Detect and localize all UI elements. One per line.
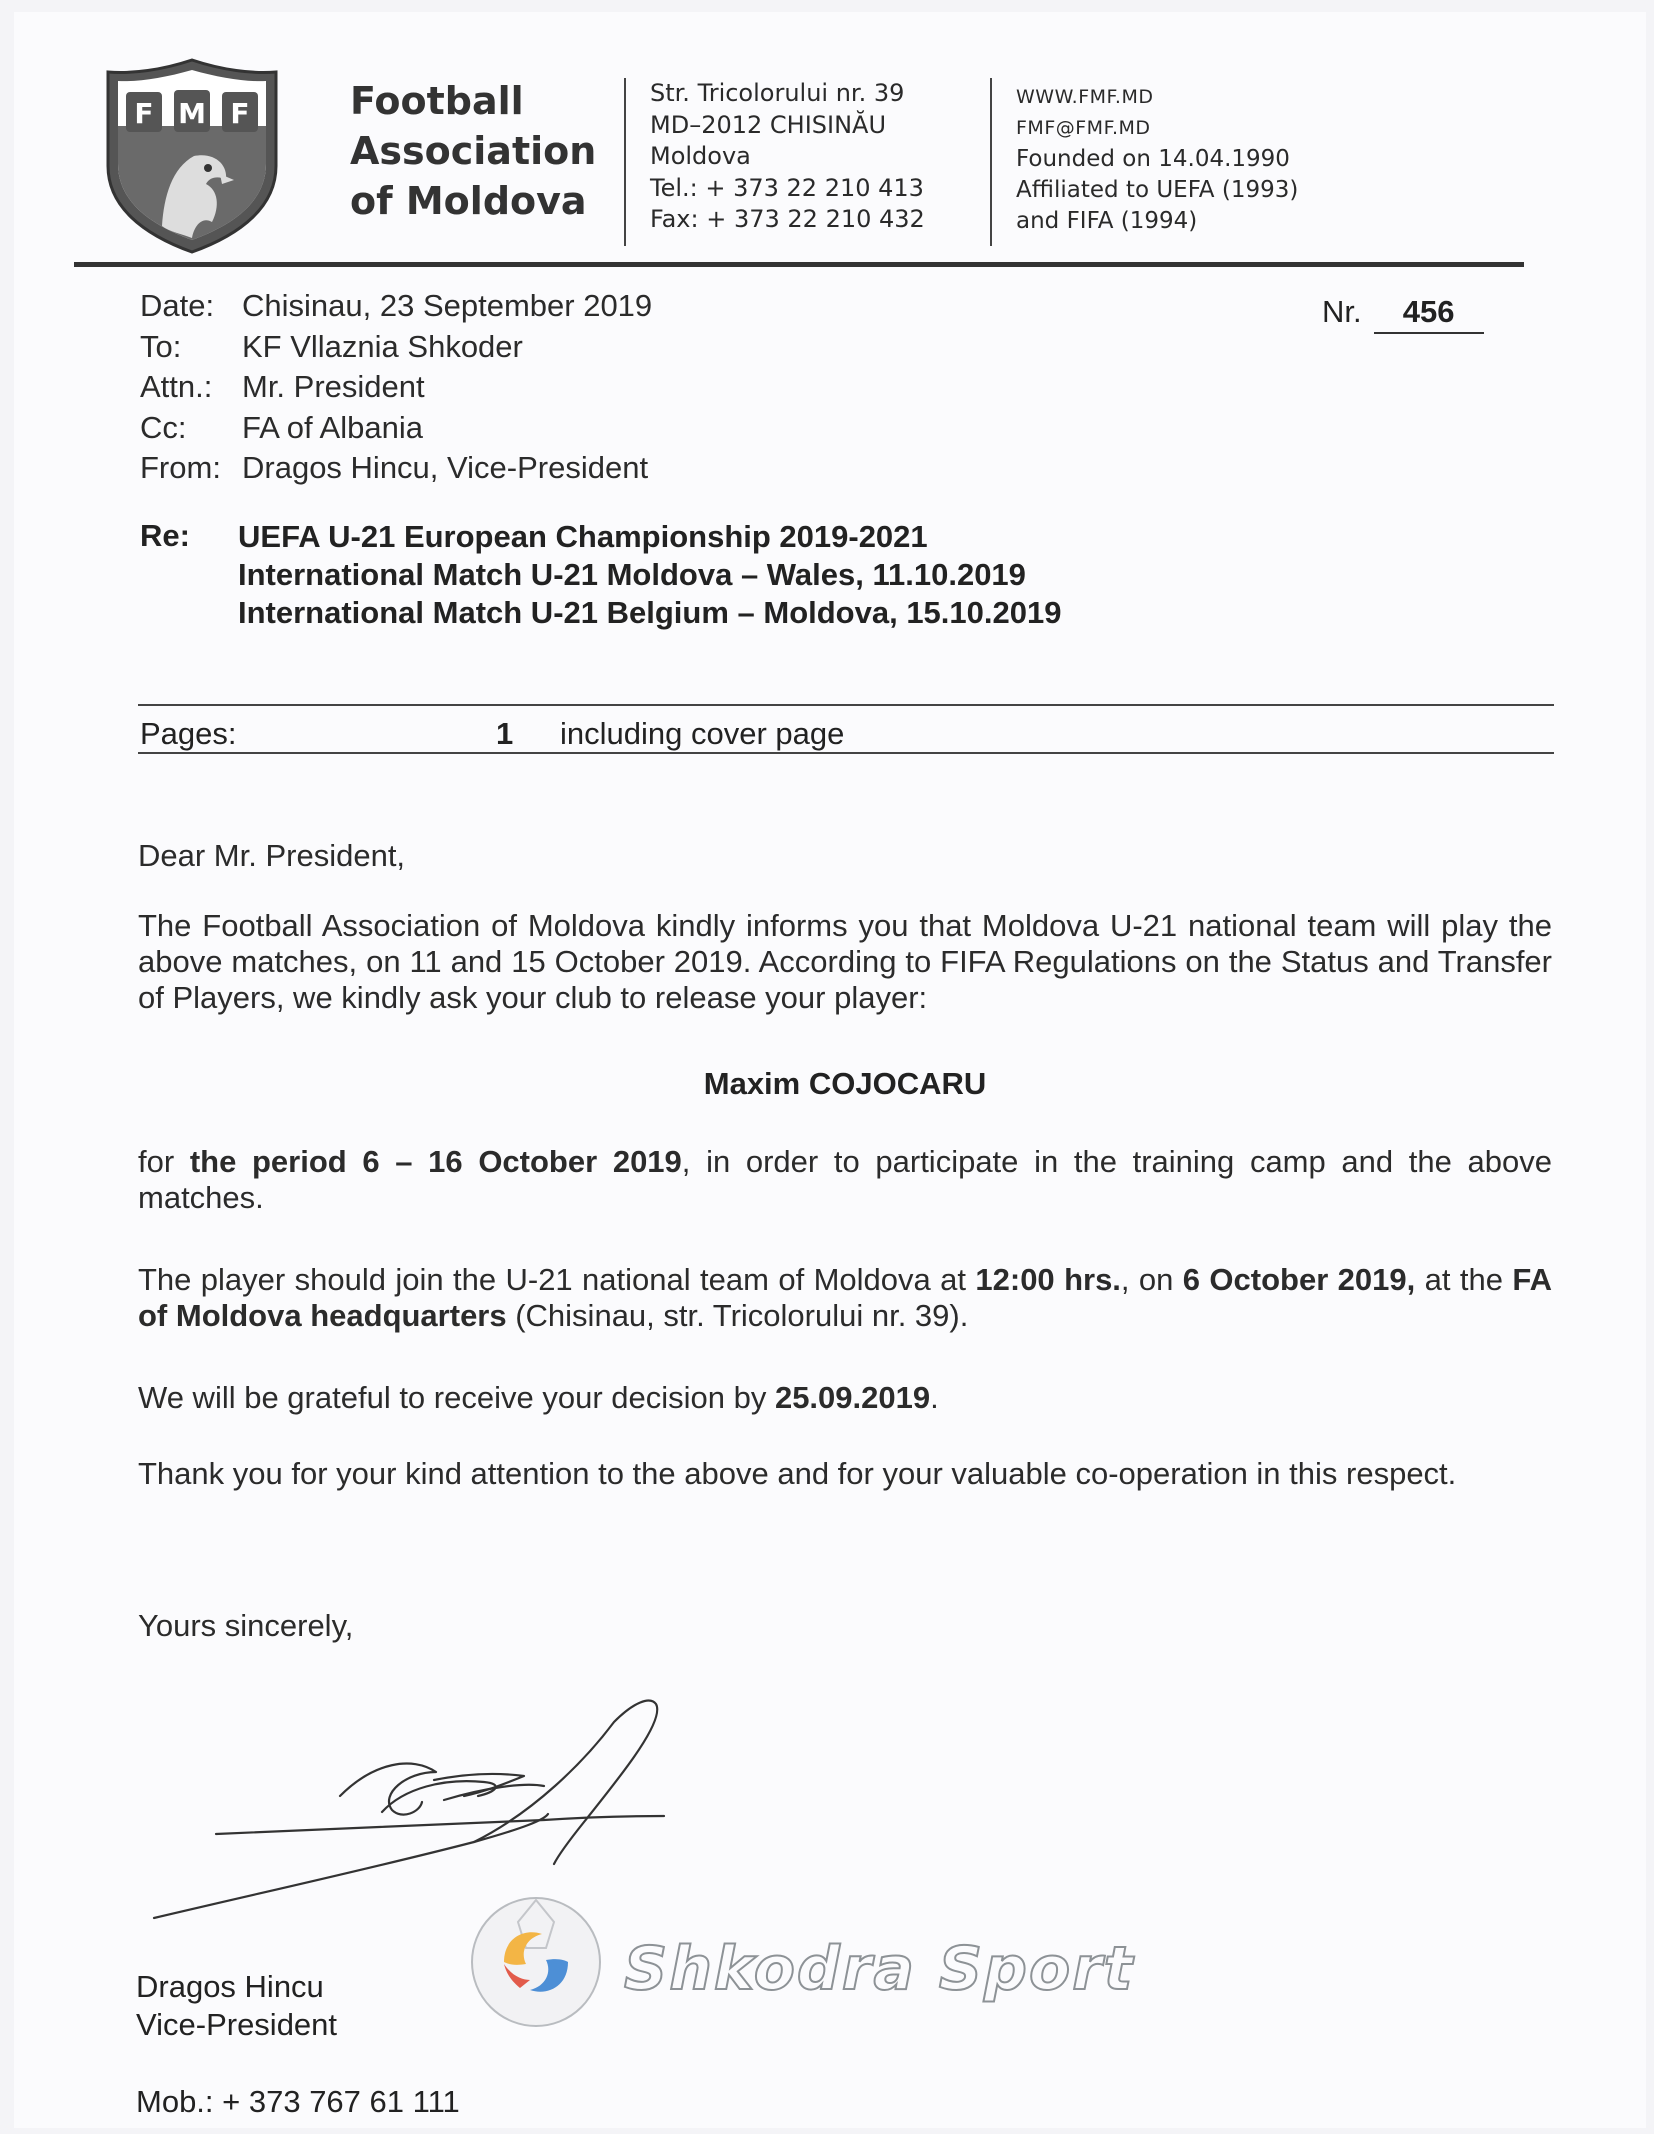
affiliation-line: Affiliated to UEFA (1993) — [1016, 177, 1299, 203]
letterhead-rule — [74, 262, 1524, 267]
contact-block — [1016, 82, 1298, 237]
pages-count: 1 — [496, 716, 514, 751]
reference-number — [1322, 294, 1484, 334]
org-name-line: Football — [350, 79, 524, 123]
player-name: Maxim COJOCARU — [703, 1066, 987, 1101]
pages-top-rule — [138, 704, 1554, 706]
salutation: Dear Mr. President, — [138, 838, 406, 873]
subject-label: Re: — [140, 518, 190, 553]
text-run: for — [138, 1144, 190, 1179]
signatory-block — [136, 1968, 337, 2044]
header-divider — [624, 78, 626, 246]
letter-page — [14, 12, 1646, 2128]
subject-lines — [238, 518, 1061, 632]
pages-bottom-rule — [138, 752, 1554, 754]
address-line: MD–2012 CHISINĂU — [650, 110, 887, 139]
signatory-mobile: Mob.: + 373 767 61 111 — [136, 2084, 460, 2119]
meta-value: KF Vllaznia Shkoder — [242, 328, 523, 364]
paragraph-meeting — [138, 1262, 1552, 1334]
meta-value: FA of Albania — [242, 409, 423, 445]
meta-row-to — [140, 327, 652, 368]
paragraph-deadline — [138, 1380, 1552, 1416]
meta-value: Chisinau, 23 September 2019 — [242, 288, 653, 323]
meta-value: Mr. President — [242, 369, 425, 404]
header-divider — [990, 78, 992, 246]
address-block — [650, 78, 925, 236]
time-highlight: 12:00 hrs. — [975, 1262, 1121, 1297]
org-name-line: Association — [350, 129, 597, 173]
pages-label: Pages: — [140, 716, 237, 751]
meta-row-cc — [140, 408, 652, 449]
org-name-line: of Moldova — [350, 179, 587, 223]
phone-line: Tel.: + 373 22 210 413 — [650, 173, 924, 202]
closing: Yours sincerely, — [138, 1608, 354, 1643]
crest-letter: M — [178, 97, 206, 130]
pages-suffix: including cover page — [560, 716, 845, 751]
meta-label: To: — [140, 328, 182, 364]
text-run: , on — [1120, 1262, 1183, 1297]
subject-line: UEFA U-21 European Championship 2019-2021 — [238, 519, 928, 554]
text-run: (Chisinau, str. Tricolorului nr. 39). — [506, 1298, 969, 1333]
fmf-crest-logo — [102, 56, 282, 256]
text-run: at the — [1415, 1262, 1513, 1297]
email-link[interactable]: FMF@FMF.MD — [1016, 117, 1151, 139]
meta-row-from — [140, 448, 652, 489]
crest-letter: F — [134, 97, 154, 130]
meta-label: Cc: — [140, 409, 187, 445]
meta-row-date — [140, 286, 652, 327]
pages-row — [140, 716, 1140, 752]
address-line: Moldova — [650, 142, 751, 170]
meta-row-attn — [140, 367, 652, 408]
meta-label: Attn.: — [140, 369, 213, 404]
date-highlight: 6 October 2019, — [1182, 1262, 1416, 1297]
signatory-title: Vice-President — [136, 2007, 338, 2042]
paragraph-request: The Football Association of Moldova kindly informs you that Moldova U-21 national team will play the above matches, on 11 and 15 October 2019. According to FIFA Regulations on the Status and Transfer of Players, we kindly ask your club to release your player: — [138, 908, 1552, 1015]
watermark-text: Shkodra Sport — [624, 1934, 1135, 2004]
period-highlight: the period 6 – 16 October 2019 — [189, 1144, 682, 1179]
meta-value: Dragos Hincu, Vice-President — [242, 450, 649, 485]
text-run: We will be grateful to receive your decision by — [138, 1380, 775, 1415]
subject-line: International Match U-21 Moldova – Wales, 11.10.2019 — [238, 557, 1026, 592]
location-highlight: FA of Moldova headquarters — [138, 1262, 1552, 1333]
crest-letter: F — [230, 97, 250, 130]
website-link[interactable]: WWW.FMF.MD — [1016, 86, 1154, 108]
paragraph-thanks: Thank you for your kind attention to the above and for your valuable co-operation in this respect. — [138, 1456, 1457, 1491]
paragraph-period — [138, 1144, 1552, 1216]
text-run: , in order to participate in the training camp and the above matches. — [138, 1144, 1552, 1215]
nr-value: 456 — [1374, 294, 1484, 334]
letter-meta — [140, 286, 652, 489]
organization-name — [350, 76, 610, 226]
affiliation-line: and FIFA (1994) — [1016, 208, 1198, 234]
nr-label: Nr. — [1322, 294, 1362, 329]
founded-line: Founded on 14.04.1990 — [1016, 146, 1290, 172]
signatory-name: Dragos Hincu — [136, 1969, 324, 2004]
meta-label: From: — [140, 450, 221, 485]
address-line: Str. Tricolorului nr. 39 — [650, 79, 905, 107]
deadline-highlight: 25.09.2019 — [774, 1380, 931, 1415]
meta-label: Date: — [140, 288, 215, 323]
text-run: The player should join the U-21 national team of Moldova at — [138, 1262, 976, 1297]
text-run: . — [930, 1380, 939, 1415]
subject-line: International Match U-21 Belgium – Moldova, 15.10.2019 — [238, 595, 1062, 630]
fax-line: Fax: + 373 22 210 432 — [650, 205, 925, 233]
